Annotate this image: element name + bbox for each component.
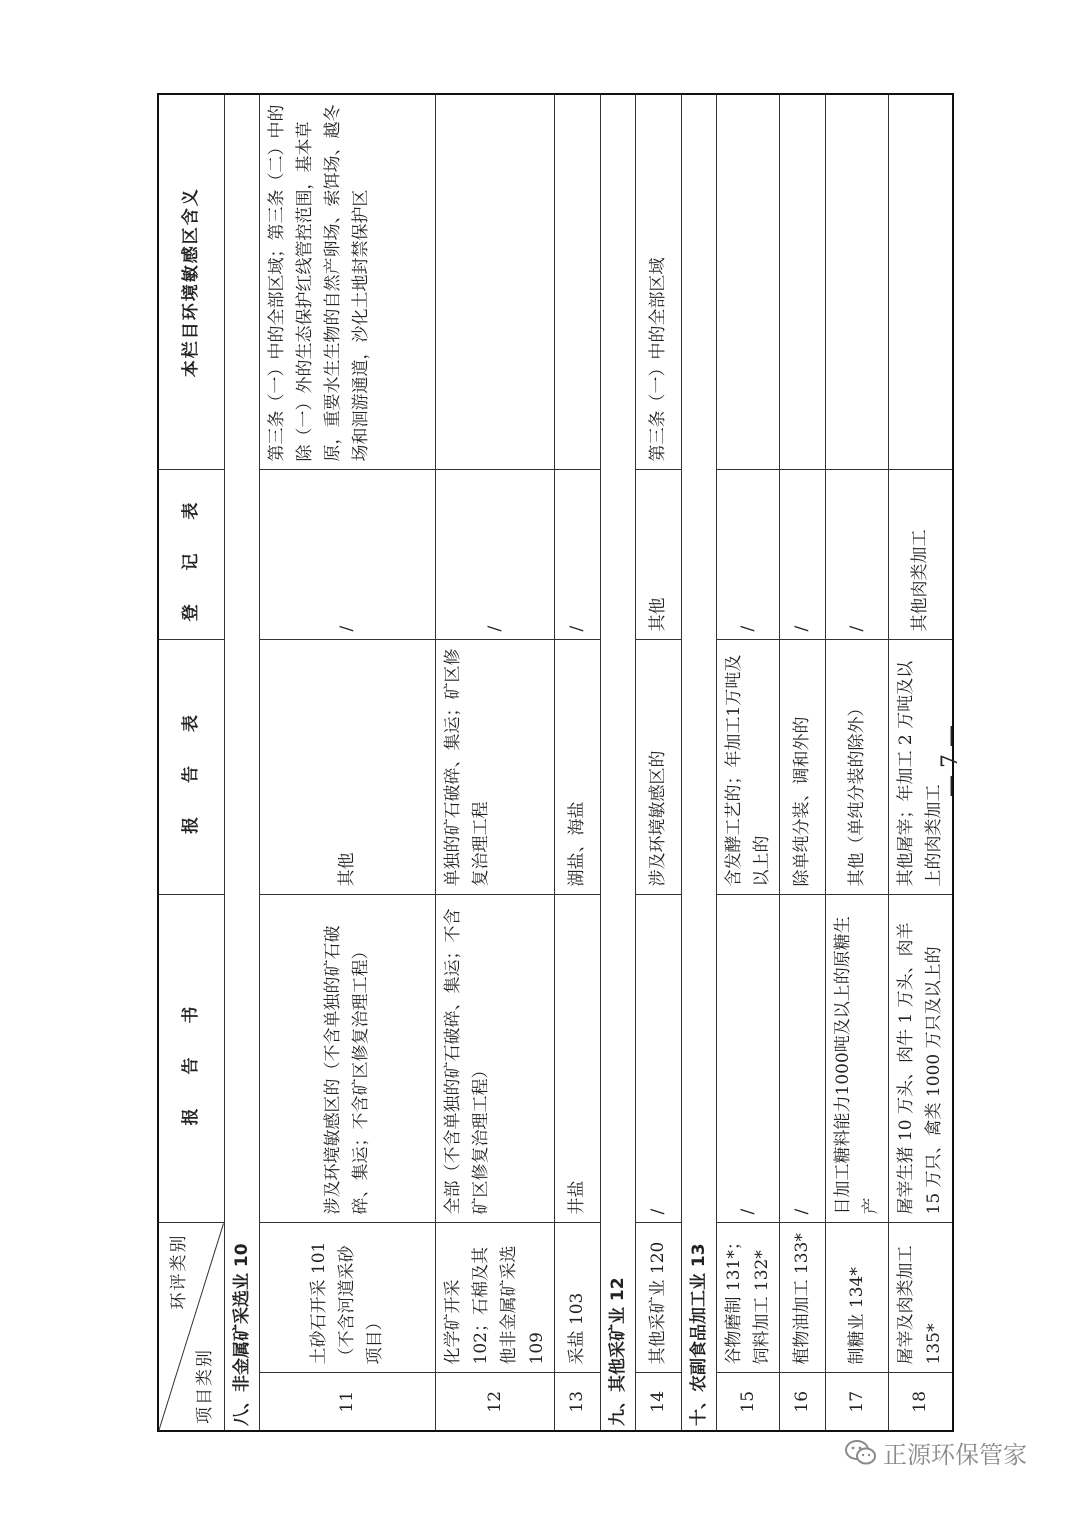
row-report-form: 其他屠宰；年加工 2 万吨及以上的肉类加工 bbox=[889, 640, 953, 895]
row-sensitive-area bbox=[825, 94, 888, 470]
row-category: 化学矿开采 102；石棉及其他非金属矿采选 109 bbox=[435, 1223, 554, 1373]
row-report-form: 湖盐、海盐 bbox=[554, 640, 600, 895]
row-report-form: 其他 bbox=[259, 640, 435, 895]
row-report-form: 除单纯分装、调和外的 bbox=[779, 640, 825, 895]
section-title: 九、其他采矿业 12 bbox=[600, 94, 635, 1431]
row-number: 17 bbox=[825, 1373, 888, 1431]
row-registration: 其他肉类加工 bbox=[889, 470, 953, 640]
row-category: 采盐 103 bbox=[554, 1223, 600, 1373]
rotated-table bbox=[157, 95, 945, 1432]
section-title: 十、农副食品加工业 13 bbox=[681, 94, 716, 1431]
section-row bbox=[681, 94, 716, 1431]
row-registration: / bbox=[716, 470, 779, 640]
row-number: 18 bbox=[889, 1373, 953, 1431]
rotated-table-container bbox=[157, 95, 945, 1432]
row-report-book: 全部（不含单独的矿石破碎、集运；不含矿区修复治理工程） bbox=[435, 895, 554, 1223]
header-report-book: 报 告 书 bbox=[158, 895, 224, 1223]
table-row bbox=[779, 94, 825, 1431]
row-category: 谷物磨制 131*；饲料加工 132* bbox=[716, 1223, 779, 1373]
table-row bbox=[259, 94, 435, 1431]
header-report-form: 报 告 表 bbox=[158, 640, 224, 895]
row-registration: / bbox=[435, 470, 554, 640]
table-row bbox=[716, 94, 779, 1431]
row-category: 其他采矿业 120 bbox=[635, 1223, 681, 1373]
wechat-icon bbox=[845, 1439, 877, 1467]
row-report-form: 其他（单纯分装的除外） bbox=[825, 640, 888, 895]
row-sensitive-area bbox=[779, 94, 825, 470]
row-report-form: 涉及环境敏感区的 bbox=[635, 640, 681, 895]
row-report-book: 涉及环境敏感区的（不含单独的矿石破碎、集运；不含矿区修复治理工程） bbox=[259, 895, 435, 1223]
table-row bbox=[435, 94, 554, 1431]
header-row bbox=[158, 94, 224, 1431]
header-registration: 登 记 表 bbox=[158, 470, 224, 640]
row-report-book: 日加工糖料能力1000吨及以上的原糖生产 bbox=[825, 895, 888, 1223]
section-row bbox=[600, 94, 635, 1431]
row-number: 16 bbox=[779, 1373, 825, 1431]
row-category: 土砂石开采 101（不含河道采砂项目） bbox=[259, 1223, 435, 1373]
header-category-diagonal bbox=[158, 1223, 224, 1431]
header-eia-category: 环评类别 bbox=[169, 1233, 189, 1310]
table-row bbox=[554, 94, 600, 1431]
header-project-category: 项目类别 bbox=[195, 1348, 216, 1424]
row-sensitive-area bbox=[435, 94, 554, 470]
row-sensitive-area: 第三条（一）中的全部区域 bbox=[635, 94, 681, 470]
row-number: 15 bbox=[716, 1373, 779, 1431]
row-sensitive-area bbox=[554, 94, 600, 470]
table-row bbox=[635, 94, 681, 1431]
row-category: 制糖业 134* bbox=[825, 1223, 888, 1373]
row-report-book: / bbox=[779, 895, 825, 1223]
row-report-book: / bbox=[635, 895, 681, 1223]
watermark-text: 正源环保管家 bbox=[883, 1441, 1027, 1469]
row-registration: / bbox=[259, 470, 435, 640]
row-number: 13 bbox=[554, 1373, 600, 1431]
row-report-book: 屠宰生猪 10 万头、肉牛 1 万头、肉羊 15 万只、禽类 1000 万只及以上的 bbox=[889, 895, 953, 1223]
table-row bbox=[825, 94, 888, 1431]
row-sensitive-area bbox=[889, 94, 953, 470]
row-sensitive-area: 第三条（一）中的全部区域；第三条（二）中的除（一）外的生态保护红线管控范围，基本草原，重要水生生物的自然产卵场、索饵场、越冬场和洄游通道，沙化土地封禁保护区 bbox=[259, 94, 435, 470]
row-category: 屠宰及肉类加工 135* bbox=[889, 1223, 953, 1373]
row-report-form: 含发酵工艺的；年加工1万吨及以上的 bbox=[716, 640, 779, 895]
row-registration: / bbox=[825, 470, 888, 640]
eia-classification-table bbox=[157, 93, 954, 1432]
section-row bbox=[224, 94, 259, 1431]
row-registration: / bbox=[554, 470, 600, 640]
page-number: — 7 — bbox=[937, 725, 963, 797]
row-number: 14 bbox=[635, 1373, 681, 1431]
row-number: 12 bbox=[435, 1373, 554, 1431]
section-title: 八、非金属矿采选业 10 bbox=[224, 94, 259, 1431]
row-report-book: / bbox=[716, 895, 779, 1223]
row-report-form: 单独的矿石破碎、集运；矿区修复治理工程 bbox=[435, 640, 554, 895]
row-registration: / bbox=[779, 470, 825, 640]
row-sensitive-area bbox=[716, 94, 779, 470]
row-report-book: 井盐 bbox=[554, 895, 600, 1223]
row-category: 植物油加工 133* bbox=[779, 1223, 825, 1373]
header-sensitive-area: 本栏目环境敏感区含义 bbox=[158, 94, 224, 470]
row-registration: 其他 bbox=[635, 470, 681, 640]
watermark bbox=[845, 1435, 1027, 1470]
row-number: 11 bbox=[259, 1373, 435, 1431]
